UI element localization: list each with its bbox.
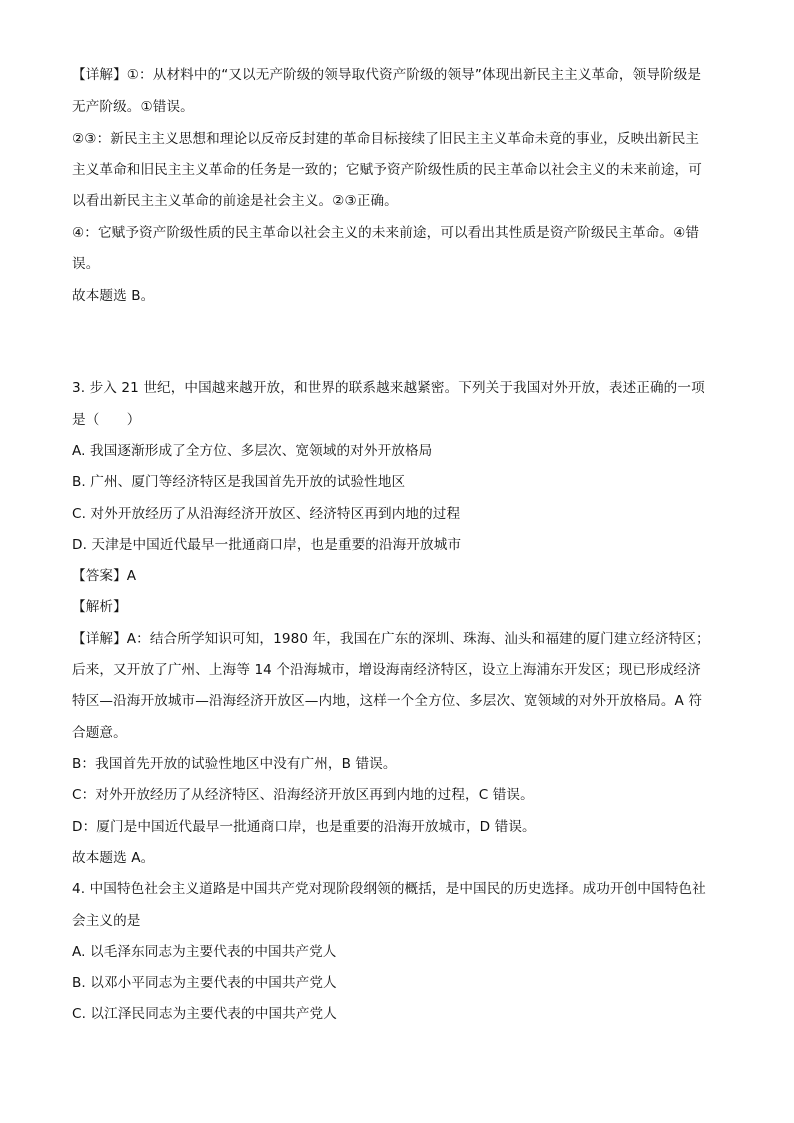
q3-detail-line: 后来，又开放了广州、上海等 14 个沿海城市，增设海南经济特区，设立上海浦东开发区；现已形成经济 xyxy=(72,662,701,678)
q2-detail-line: 以看出新民主主义革命的前途是社会主义。②③正确。 xyxy=(72,193,398,209)
q2-detail-line: ②③：新民主主义思想和理论以反帝反封建的革命目标接续了旧民主主义革命未竟的事业，反映出新民主 xyxy=(72,131,700,147)
q3-detail-c: C：对外开放经历了从经济特区、沿海经济开放区再到内地的过程，C 错误。 xyxy=(72,787,534,803)
q4-option-a: A. 以毛泽东同志为主要代表的中国共产党人 xyxy=(72,944,337,960)
q3-stem-line: 3. 步入 21 世纪，中国越来越开放，和世界的联系越来越紧密。下列关于我国对外开放，表述正确的一项 xyxy=(72,380,705,396)
q3-analysis-heading: 【解析】 xyxy=(72,599,127,615)
q3-stem-line: 是（ ） xyxy=(72,412,141,428)
q4-option-c: C. 以江泽民同志为主要代表的中国共产党人 xyxy=(72,1006,337,1022)
q3-detail-d: D：厦门是中国近代最早一批通商口岸，也是重要的沿海开放城市，D 错误。 xyxy=(72,819,536,835)
q4-stem-line: 会主义的是 xyxy=(72,913,141,929)
q3-detail-line: 【详解】A：结合所学知识可知，1980 年，我国在广东的深圳、珠海、汕头和福建的厦门建立经济特区； xyxy=(72,631,710,647)
q2-conclusion: 故本题选 B。 xyxy=(72,288,155,304)
q3-answer: 【答案】A xyxy=(72,568,137,584)
q3-detail-line: 特区—沿海开放城市—沿海经济开放区—内地，这样一个全方位、多层次、宽领域的对外开放格局。A 符 xyxy=(72,693,703,709)
q4-option-b: B. 以邓小平同志为主要代表的中国共产党人 xyxy=(72,975,337,991)
q3-conclusion: 故本题选 A。 xyxy=(72,850,155,866)
q2-detail-line: ④：它赋予资产阶级性质的民主革命以社会主义的未来前途，可以看出其性质是资产阶级民主革命。④错 xyxy=(72,225,700,241)
q3-option-c: C. 对外开放经历了从沿海经济开放区、经济特区再到内地的过程 xyxy=(72,506,461,522)
q3-option-a: A. 我国逐渐形成了全方位、多层次、宽领域的对外开放格局 xyxy=(72,443,433,459)
q3-option-b: B. 广州、厦门等经济特区是我国首先开放的试验性地区 xyxy=(72,474,406,490)
q2-detail-line: 误。 xyxy=(72,256,100,272)
q3-option-d: D. 天津是中国近代最早一批通商口岸，也是重要的沿海开放城市 xyxy=(72,537,462,553)
q3-detail-b: B：我国首先开放的试验性地区中没有广州，B 错误。 xyxy=(72,756,397,772)
q3-detail-line: 合题意。 xyxy=(72,725,127,741)
q4-stem-line: 4. 中国特色社会主义道路是中国共产党对现阶段纲领的概括，是中国民的历史选择。成功开创中国特色社 xyxy=(72,881,706,897)
q2-detail-line: 无产阶级。①错误。 xyxy=(72,99,194,115)
q2-detail-line: 主义革命和旧民主主义革命的任务是一致的；它赋予资产阶级性质的民主革命以社会主义的未来前途，可 xyxy=(72,162,702,178)
q2-detail-line: 【详解】①：从材料中的“又以无产阶级的领导取代资产阶级的领导”体现出新民主主义革命，领导阶级是 xyxy=(72,67,702,83)
